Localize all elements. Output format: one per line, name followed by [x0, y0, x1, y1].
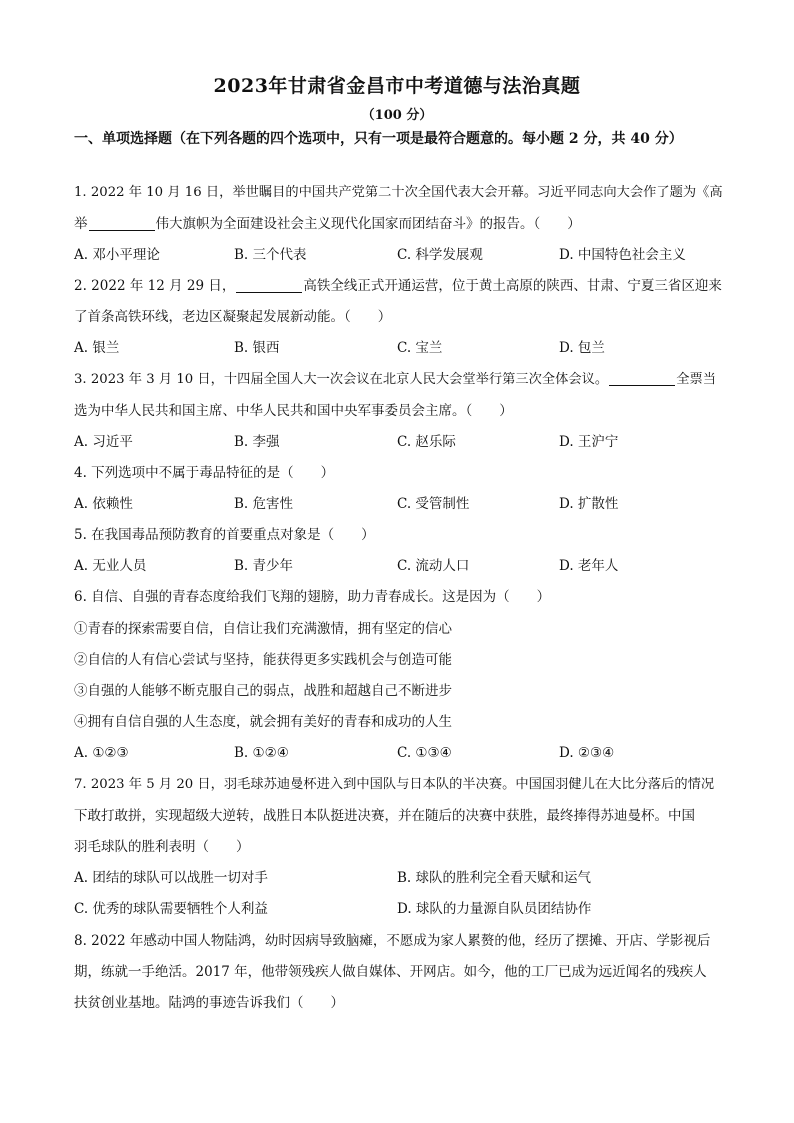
question-7-line-2: 下敢打敢拼，实现超级大逆转，战胜日本队挺进决赛，并在随后的决赛中获胜，最终捧得苏迪曼杯。中国 [74, 808, 695, 824]
question-6-statement-3: ③自强的人能够不断克服自己的弱点，战胜和超越自己不断进步 [74, 683, 452, 699]
question-4-option-a: A. 依赖性 [74, 496, 133, 512]
question-2-text-b: 高铁全线正式开通运营，位于黄土高原的陕西、甘肃、宁夏三省区迎来 [303, 278, 722, 294]
question-6-line-1: 6. 自信、自强的青春态度给我们飞翔的翅膀，助力青春成长。这是因为（ ） [74, 589, 551, 605]
question-1-text-a: 举 [74, 216, 88, 232]
question-7-line-3: 羽毛球队的胜利表明（ ） [74, 839, 250, 855]
question-6-option-b: B. ①②④ [234, 745, 289, 761]
question-2-text-a: 2. 2022 年 12 月 29 日， [74, 278, 236, 294]
question-3-line-1 [74, 370, 716, 390]
question-3-text-a: 3. 2023 年 3 月 10 日，十四届全国人大一次会议在北京人民大会堂举行第三次全体会议。 [74, 372, 609, 387]
question-2-option-c: C. 宝兰 [397, 340, 443, 356]
section-heading: 一、单项选择题（在下列各题的四个选项中，只有一项是最符合题意的。每小题 2 分，共 40 分） [74, 131, 683, 147]
question-4-line-1: 4. 下列选项中不属于毒品特征的是（ ） [74, 465, 335, 481]
exam-score: （100 分） [361, 108, 433, 123]
question-5-option-a: A. 无业人员 [74, 558, 147, 574]
question-8-line-1: 8. 2022 年感动中国人物陆鸿，幼时因病导致脑瘫，不愿成为家人累赘的他，经历了摆摊、开店、学影视后 [74, 933, 711, 949]
question-5-option-d: D. 老年人 [559, 558, 619, 574]
question-4-option-c: C. 受管制性 [397, 496, 470, 512]
question-1-option-c: C. 科学发展观 [397, 247, 483, 263]
question-2-line-2: 了首条高铁环线，老边区凝聚起发展新动能。（ ） [74, 309, 392, 325]
question-6-option-c: C. ①③④ [397, 745, 452, 761]
question-1-line-1: 1. 2022 年 10 月 16 日，举世瞩目的中国共产党第二十次全国代表大会开幕。习近平同志向大会作了题为《高 [74, 185, 723, 200]
question-3-option-d: D. 王沪宁 [559, 434, 619, 450]
question-8-line-3: 扶贫创业基地。陆鸿的事迹告诉我们（ ） [74, 995, 344, 1011]
question-2-blank [236, 278, 302, 293]
question-3-option-a: A. 习近平 [74, 434, 133, 450]
question-7-option-b: B. 球队的胜利完全看天赋和运气 [397, 870, 592, 886]
question-3-text-b: 全票当 [676, 372, 716, 387]
question-5-option-b: B. 青少年 [234, 558, 294, 574]
question-7-line-1: 7. 2023 年 5 月 20 日，羽毛球苏迪曼杯进入到中国队与日本队的半决赛。中国国羽健儿在大比分落后的情况 [74, 777, 715, 792]
question-6-statement-4: ④拥有自信自强的人生态度，就会拥有美好的青春和成功的人生 [74, 714, 452, 730]
question-8-line-2: 期，练就一手绝活。2017 年，他带领残疾人做自媒体、开网店。如今，他的工厂已成为远近闻名的残疾人 [74, 964, 707, 980]
question-2-option-b: B. 银西 [234, 340, 280, 356]
question-5-line-1: 5. 在我国毒品预防教育的首要重点对象是（ ） [74, 527, 375, 543]
question-1-text-b: 伟大旗帜为全面建设社会主义现代化国家而团结奋斗》的报告。（ ） [155, 216, 581, 232]
question-2-option-d: D. 包兰 [559, 340, 605, 356]
question-1-option-b: B. 三个代表 [234, 247, 307, 263]
question-3-option-b: B. 李强 [234, 434, 280, 450]
question-2-line-1 [74, 276, 722, 296]
question-6-option-a: A. ①②③ [74, 745, 129, 761]
question-2-option-a: A. 银兰 [74, 340, 120, 356]
question-1-option-d: D. 中国特色社会主义 [559, 247, 686, 263]
question-4-option-b: B. 危害性 [234, 496, 294, 512]
question-7-option-a: A. 团结的球队可以战胜一切对手 [74, 870, 268, 886]
question-1-blank [89, 216, 155, 231]
question-5-option-c: C. 流动人口 [397, 558, 470, 574]
exam-title: 2023年甘肃省金昌市中考道德与法治真题 [213, 75, 581, 97]
question-1-line-2 [74, 214, 581, 234]
question-3-blank [609, 371, 675, 386]
question-7-option-c: C. 优秀的球队需要牺牲个人利益 [74, 901, 268, 917]
question-3-option-c: C. 赵乐际 [397, 434, 456, 450]
question-7-option-d: D. 球队的力量源自队员团结协作 [397, 901, 592, 917]
question-1-option-a: A. 邓小平理论 [74, 247, 160, 263]
question-6-statement-1: ①青春的探索需要自信，自信让我们充满激情，拥有坚定的信心 [74, 621, 452, 637]
question-3-line-2: 选为中华人民共和国主席、中华人民共和国中央军事委员会主席。（ ） [74, 403, 513, 419]
question-4-option-d: D. 扩散性 [559, 496, 619, 512]
question-6-option-d: D. ②③④ [559, 745, 615, 761]
question-6-statement-2: ②自信的人有信心尝试与坚持，能获得更多实践机会与创造可能 [74, 652, 452, 668]
